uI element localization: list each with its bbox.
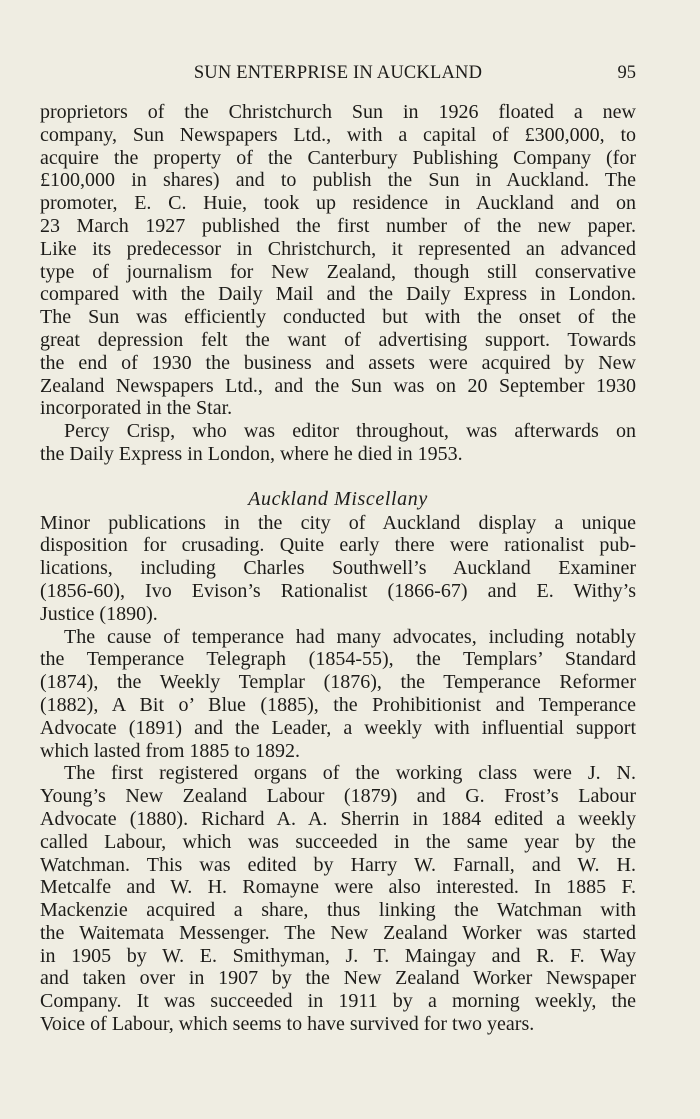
text-line: the Waitemata Messenger. The New Zealand Worker was started — [40, 921, 636, 944]
body-text — [40, 101, 636, 1036]
text-line: Voice of Labour, which seems to have survived for two years. — [40, 1013, 535, 1036]
text-line: Metcalfe and W. H. Romayne were also interested. In 1885 F. — [40, 876, 636, 899]
text-line: Percy Crisp, who was editor throughout, was afterwards on — [64, 420, 636, 443]
text-line: proprietors of the Christchurch Sun in 1926 floated a new — [40, 101, 636, 123]
section-paragraphs — [40, 512, 636, 1036]
text-line: Zealand Newspapers Ltd., and the Sun was on 20 September 1930 — [40, 374, 636, 397]
text-line: (1874), the Weekly Templar (1876), the Temperance Reformer — [40, 671, 636, 694]
text-line: company, Sun Newspapers Ltd., with a capital of £300,000, to — [40, 123, 636, 146]
text-line: Watchman. This was edited by Harry W. Farnall, and W. H. — [40, 853, 636, 876]
text-line: incorporated in the Star. — [40, 397, 233, 420]
text-line: 23 March 1927 published the first number of the new paper. — [40, 214, 636, 237]
page-number: 95 — [617, 63, 636, 83]
intro-paragraphs — [40, 101, 636, 466]
text-line: the Temperance Telegraph (1854-55), the Templars’ Standard — [40, 648, 636, 671]
paragraph — [40, 762, 636, 1036]
paragraph — [40, 101, 636, 420]
text-line: called Labour, which was succeeded in the same year by the — [40, 830, 636, 853]
text-line: Justice (1890). — [40, 602, 158, 625]
text-line: Company. It was succeeded in 1911 by a morning weekly, the — [40, 990, 636, 1013]
text-line: type of journalism for New Zealand, though still conservative — [40, 260, 636, 283]
text-line: in 1905 by W. E. Smithyman, J. T. Maingay and R. F. Way — [40, 944, 636, 967]
text-line: Minor publications in the city of Auckland display a unique — [40, 511, 636, 534]
text-line: £100,000 in shares) and to publish the Sun in Auckland. The — [40, 169, 636, 192]
paragraph — [40, 626, 636, 763]
text-line: Advocate (1891) and the Leader, a weekly with influential support — [40, 716, 636, 739]
section-heading: Auckland Miscellany — [248, 487, 428, 510]
text-line: promoter, E. C. Huie, took up residence in Auckland and on — [40, 192, 636, 215]
text-line: and taken over in 1907 by the New Zealand Worker Newspaper — [40, 967, 636, 990]
running-head — [40, 58, 636, 88]
text-line: Mackenzie acquired a share, thus linking the Watchman with — [40, 899, 636, 922]
text-line: (1856-60), Ivo Evison’s Rationalist (1866-67) and E. Withy’s — [40, 579, 636, 602]
text-line: compared with the Daily Mail and the Daily Express in London. — [40, 283, 636, 306]
text-line: which lasted from 1885 to 1892. — [40, 739, 300, 762]
running-title: SUN ENTERPRISE IN AUCKLAND — [193, 63, 483, 83]
text-line: acquire the property of the Canterbury Publishing Company (for — [40, 146, 636, 169]
text-line: Like its predecessor in Christchurch, it represented an advanced — [40, 237, 636, 260]
text-line: The cause of temperance had many advocates, including notably — [64, 625, 636, 648]
text-line: The first registered organs of the working class were J. N. — [64, 762, 636, 785]
text-line: lications, including Charles Southwell’s Auckland Examiner — [40, 557, 636, 580]
text-line: The Sun was efficiently conducted but with the onset of the — [40, 306, 636, 329]
text-line: disposition for crusading. Quite early there were rationalist pub- — [40, 534, 636, 557]
text-line: (1882), A Bit o’ Blue (1885), the Prohibitionist and Temperance — [40, 693, 636, 716]
text-line: the end of 1930 the business and assets were acquired by New — [40, 351, 636, 374]
paragraph — [40, 512, 636, 626]
paragraph — [40, 420, 636, 466]
text-line: the Daily Express in London, where he died in 1953. — [40, 442, 463, 465]
text-line: Advocate (1880). Richard A. A. Sherrin in 1884 edited a weekly — [40, 807, 636, 830]
text-line: great depression felt the want of advertising support. Towards — [40, 328, 636, 351]
text-line: Young’s New Zealand Labour (1879) and G. Frost’s Labour — [40, 785, 636, 808]
